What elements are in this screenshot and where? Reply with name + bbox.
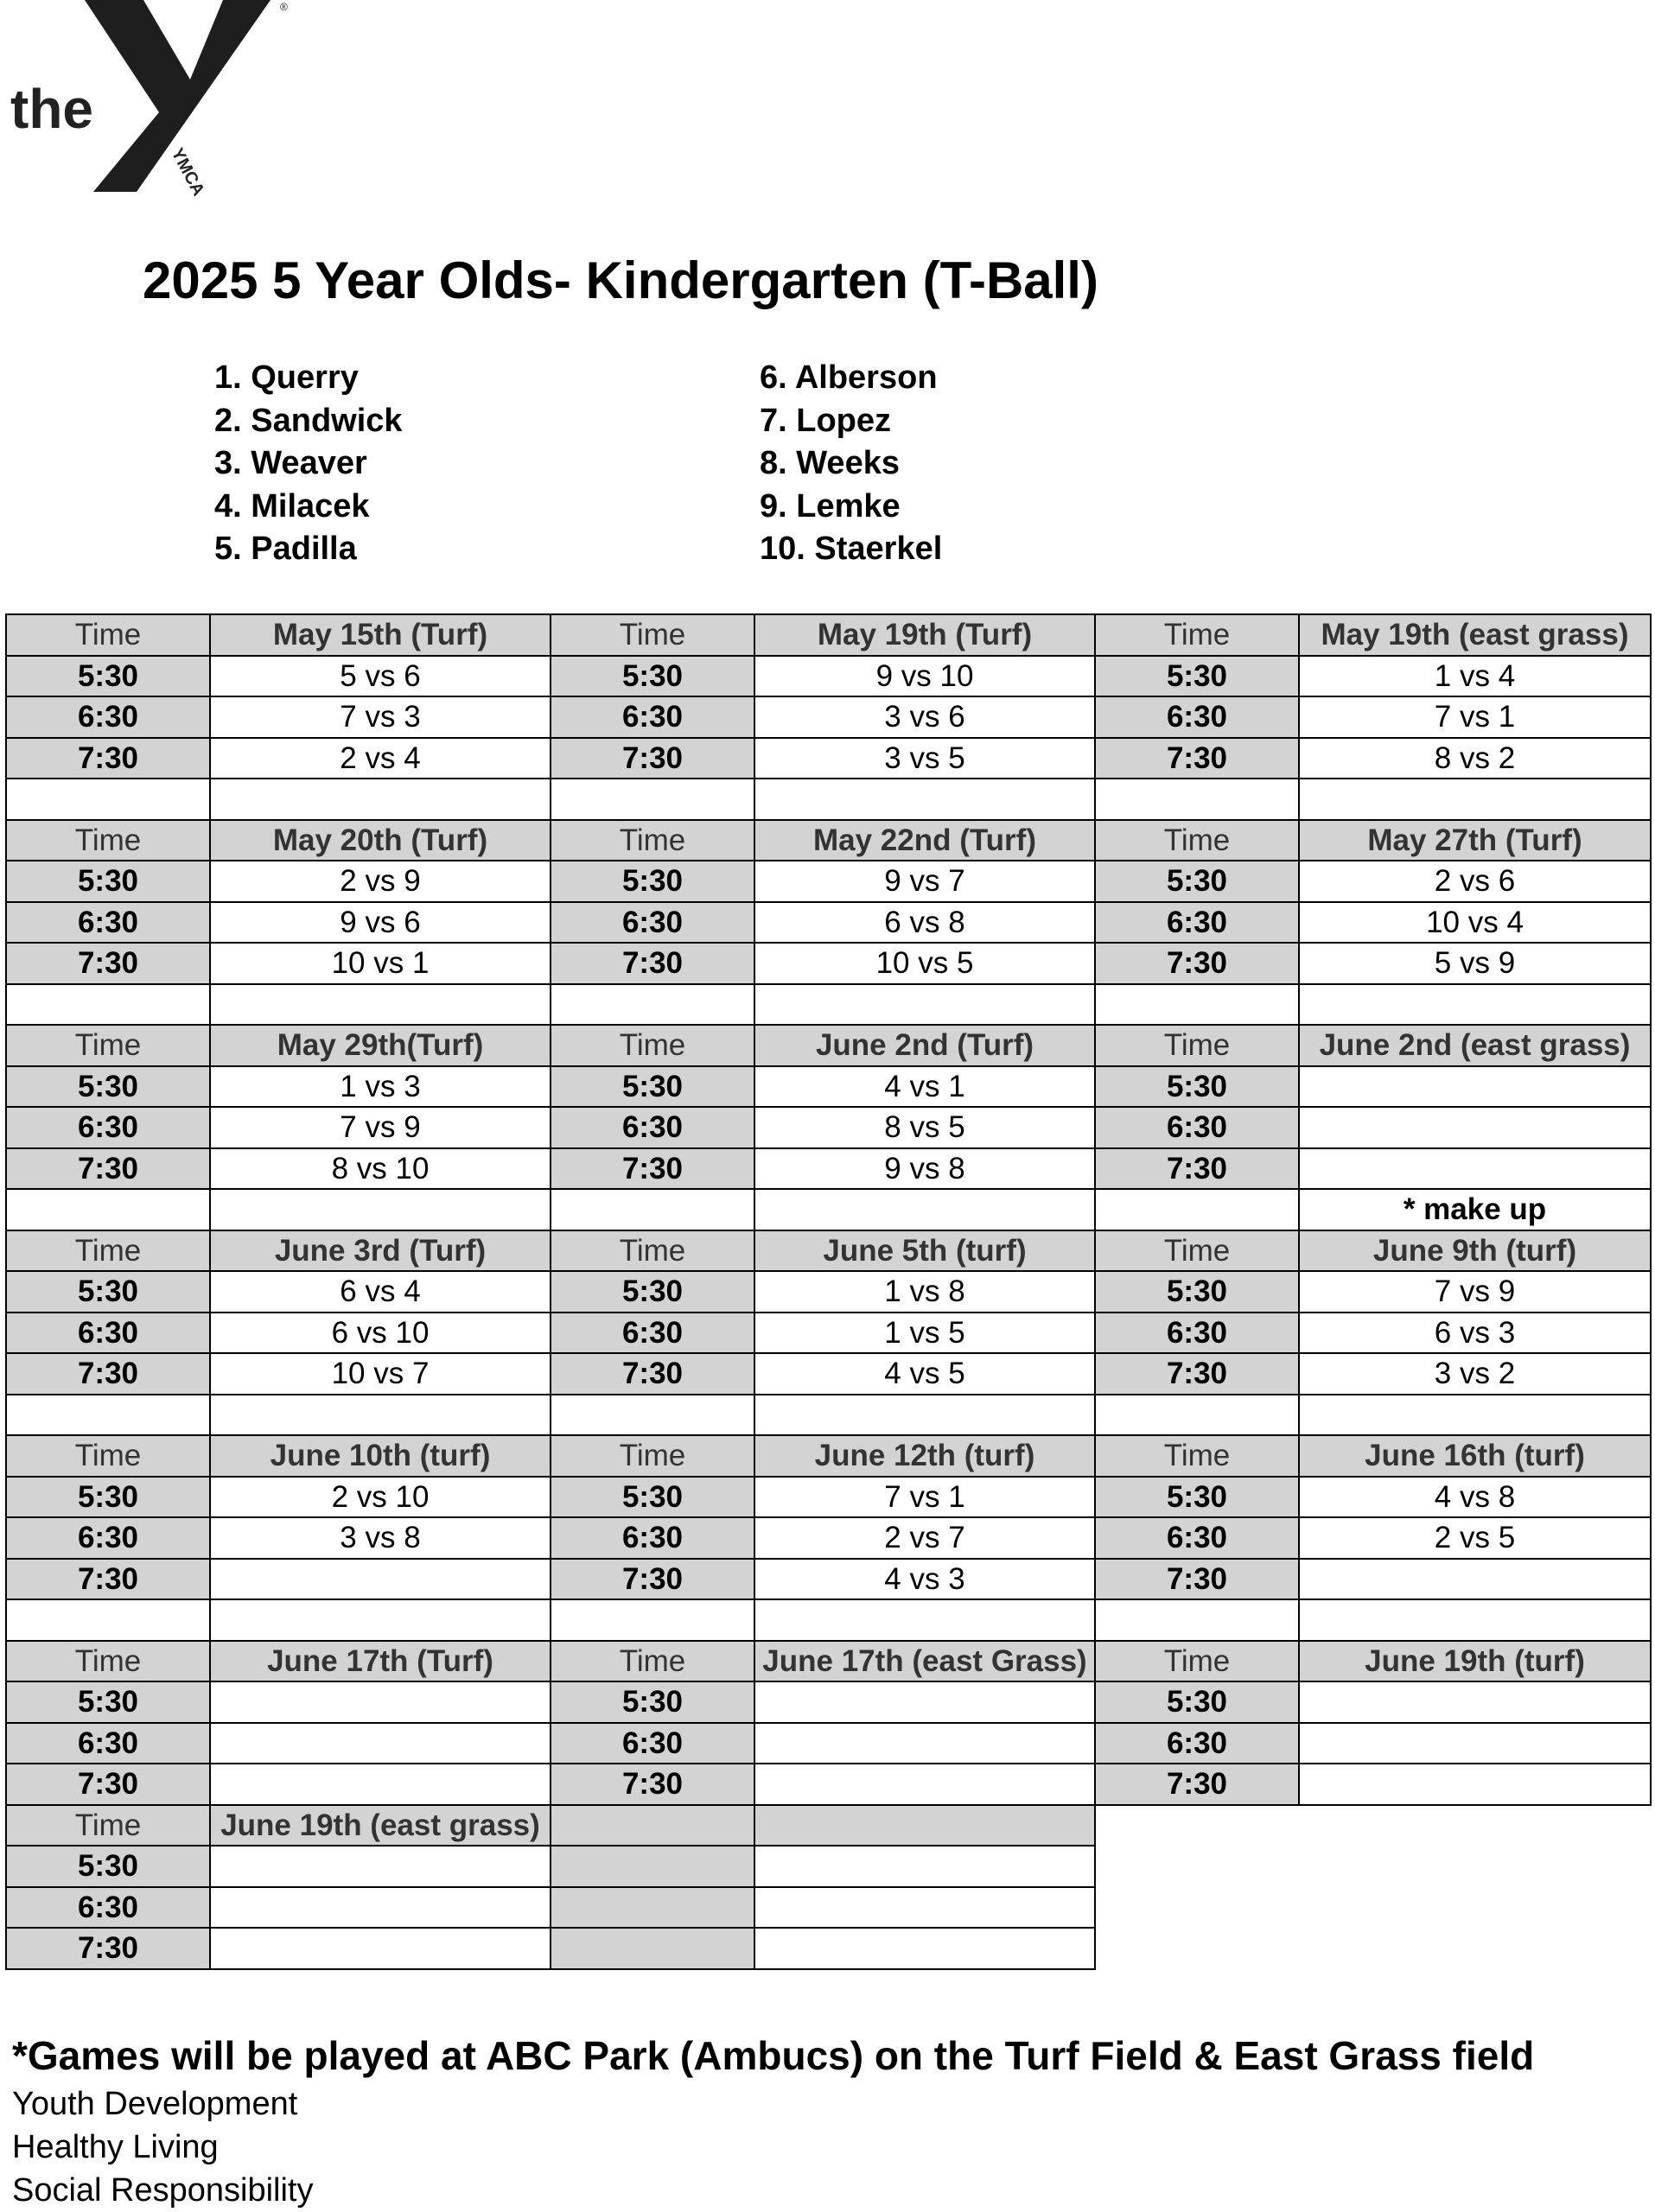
schedule-header-row xyxy=(6,820,1651,861)
empty-cell xyxy=(754,1599,1095,1641)
game-date-header: June 10th (turf) xyxy=(210,1435,551,1477)
logo-the-text: the xyxy=(10,78,93,140)
time-slot-row xyxy=(6,738,1651,779)
game-date-header: May 19th (east grass) xyxy=(1299,614,1651,656)
time-column-header: Time xyxy=(6,614,210,656)
time-slot-row xyxy=(6,1723,1651,1764)
time-column-header: Time xyxy=(551,1641,754,1682)
empty-cell xyxy=(754,1805,1095,1847)
time-slot: 6:30 xyxy=(551,696,754,738)
game-matchup: 2 vs 10 xyxy=(210,1477,551,1518)
game-matchup: 1 vs 8 xyxy=(754,1271,1095,1313)
team-name: 7. Lopez xyxy=(760,402,892,439)
empty-cell xyxy=(1299,1887,1651,1929)
time-slot-row xyxy=(6,1887,1651,1929)
time-slot: 7:30 xyxy=(551,1148,754,1190)
game-matchup: 7 vs 1 xyxy=(754,1477,1095,1518)
ymca-values-list xyxy=(12,2082,314,2212)
empty-cell xyxy=(754,1395,1095,1436)
time-slot: 7:30 xyxy=(6,1559,210,1600)
spacer-row xyxy=(6,1189,1651,1230)
time-column-header: Time xyxy=(1095,1230,1299,1272)
game-date-header: June 9th (turf) xyxy=(1299,1230,1651,1272)
empty-cell xyxy=(1095,984,1299,1026)
time-slot: 6:30 xyxy=(551,1313,754,1354)
game-matchup: 10 vs 1 xyxy=(210,943,551,984)
time-column-header: Time xyxy=(6,820,210,861)
game-matchup: 4 vs 5 xyxy=(754,1353,1095,1395)
empty-cell xyxy=(1095,1189,1299,1230)
empty-cell xyxy=(1299,1599,1651,1641)
game-matchup: 2 vs 9 xyxy=(210,861,551,902)
time-column-header: Time xyxy=(1095,1435,1299,1477)
team-name: 9. Lemke xyxy=(760,487,901,524)
game-matchup xyxy=(1299,1681,1651,1723)
game-matchup xyxy=(1299,1107,1651,1148)
game-matchup xyxy=(1299,1723,1651,1764)
game-date-header: June 19th (turf) xyxy=(1299,1641,1651,1682)
empty-cell xyxy=(551,1599,754,1641)
game-matchup: 7 vs 1 xyxy=(1299,696,1651,738)
empty-cell xyxy=(6,1395,210,1436)
time-slot: 7:30 xyxy=(6,1928,210,1969)
game-matchup xyxy=(210,1723,551,1764)
game-matchup xyxy=(210,1928,551,1969)
empty-cell xyxy=(754,984,1095,1026)
time-slot: 6:30 xyxy=(6,1517,210,1559)
team-list-right xyxy=(760,357,942,571)
time-column-header: Time xyxy=(551,1025,754,1066)
time-column-header: Time xyxy=(6,1025,210,1066)
empty-cell xyxy=(551,1846,754,1887)
empty-cell xyxy=(6,1599,210,1641)
time-slot: 6:30 xyxy=(6,1723,210,1764)
time-slot: 6:30 xyxy=(1095,1723,1299,1764)
game-matchup: 3 vs 2 xyxy=(1299,1353,1651,1395)
game-matchup: 4 vs 3 xyxy=(754,1559,1095,1600)
game-matchup xyxy=(754,1764,1095,1805)
time-slot: 5:30 xyxy=(6,656,210,697)
empty-cell xyxy=(754,1846,1095,1887)
empty-cell xyxy=(210,1599,551,1641)
time-slot: 5:30 xyxy=(6,861,210,902)
makeup-note: * make up xyxy=(1299,1189,1651,1230)
time-slot-row xyxy=(6,1681,1651,1723)
time-slot-row xyxy=(6,861,1651,902)
time-column-header: Time xyxy=(551,1435,754,1477)
schedule-header-row xyxy=(6,1025,1651,1066)
time-slot: 7:30 xyxy=(6,943,210,984)
game-matchup: 6 vs 8 xyxy=(754,902,1095,944)
empty-cell xyxy=(1299,779,1651,820)
game-matchup: 8 vs 2 xyxy=(1299,738,1651,779)
game-matchup xyxy=(1299,1559,1651,1600)
game-date-header: June 2nd (east grass) xyxy=(1299,1025,1651,1066)
team-name: 10. Staerkel xyxy=(760,531,943,567)
game-matchup: 6 vs 10 xyxy=(210,1313,551,1354)
time-column-header: Time xyxy=(6,1805,210,1847)
game-matchup: 1 vs 4 xyxy=(1299,656,1651,697)
spacer-row xyxy=(6,1395,1651,1436)
time-slot-row xyxy=(6,1353,1651,1395)
time-slot: 6:30 xyxy=(1095,902,1299,944)
time-slot-row xyxy=(6,943,1651,984)
game-matchup: 9 vs 10 xyxy=(754,656,1095,697)
time-slot: 5:30 xyxy=(551,1271,754,1313)
game-date-header: June 17th (east Grass) xyxy=(754,1641,1095,1682)
empty-cell xyxy=(1095,1928,1299,1969)
time-slot-row xyxy=(6,1764,1651,1805)
game-date-header: May 29th(Turf) xyxy=(210,1025,551,1066)
schedule-header-row xyxy=(6,1641,1651,1682)
time-slot: 5:30 xyxy=(1095,1271,1299,1313)
game-date-header: May 22nd (Turf) xyxy=(754,820,1095,861)
time-slot: 7:30 xyxy=(551,1764,754,1805)
time-column-header: Time xyxy=(551,1230,754,1272)
time-slot: 5:30 xyxy=(6,1477,210,1518)
empty-cell xyxy=(6,1189,210,1230)
game-matchup: 7 vs 9 xyxy=(210,1107,551,1148)
time-slot: 5:30 xyxy=(551,1477,754,1518)
game-matchup: 5 vs 9 xyxy=(1299,943,1651,984)
game-date-header: May 19th (Turf) xyxy=(754,614,1095,656)
time-slot: 7:30 xyxy=(1095,1559,1299,1600)
time-column-header: Time xyxy=(1095,1025,1299,1066)
location-note: *Games will be played at ABC Park (Ambucs) on the Turf Field & East Grass field xyxy=(12,2033,1535,2078)
game-matchup: 3 vs 6 xyxy=(754,696,1095,738)
time-slot: 5:30 xyxy=(6,1681,210,1723)
schedule-header-row xyxy=(6,1435,1651,1477)
empty-cell xyxy=(1299,1928,1651,1969)
time-slot-row xyxy=(6,1066,1651,1108)
time-column-header: Time xyxy=(6,1435,210,1477)
time-slot: 5:30 xyxy=(1095,1066,1299,1108)
game-matchup: 3 vs 8 xyxy=(210,1517,551,1559)
game-matchup: 8 vs 5 xyxy=(754,1107,1095,1148)
time-slot-row xyxy=(6,656,1651,697)
time-slot: 7:30 xyxy=(1095,738,1299,779)
time-slot: 5:30 xyxy=(6,1846,210,1887)
game-matchup: 2 vs 4 xyxy=(210,738,551,779)
spacer-row xyxy=(6,1599,1651,1641)
empty-cell xyxy=(551,1805,754,1847)
game-matchup: 7 vs 3 xyxy=(210,696,551,738)
empty-cell xyxy=(551,779,754,820)
game-matchup xyxy=(210,1764,551,1805)
time-slot: 7:30 xyxy=(6,1764,210,1805)
time-slot: 7:30 xyxy=(1095,943,1299,984)
game-matchup: 1 vs 5 xyxy=(754,1313,1095,1354)
time-slot: 7:30 xyxy=(1095,1148,1299,1190)
time-column-header: Time xyxy=(1095,820,1299,861)
empty-cell xyxy=(551,984,754,1026)
time-slot: 6:30 xyxy=(1095,1107,1299,1148)
ymca-logo xyxy=(7,0,292,199)
game-matchup: 6 vs 3 xyxy=(1299,1313,1651,1354)
time-slot-row xyxy=(6,1517,1651,1559)
time-slot-row xyxy=(6,1313,1651,1354)
empty-cell xyxy=(1095,1846,1299,1887)
time-slot-row xyxy=(6,902,1651,944)
game-matchup: 5 vs 6 xyxy=(210,656,551,697)
time-slot: 5:30 xyxy=(1095,656,1299,697)
page-title: 2025 5 Year Olds- Kindergarten (T-Ball) xyxy=(143,251,1098,309)
time-slot: 5:30 xyxy=(551,1681,754,1723)
game-matchup: 9 vs 6 xyxy=(210,902,551,944)
time-slot: 7:30 xyxy=(6,1148,210,1190)
game-matchup: 10 vs 4 xyxy=(1299,902,1651,944)
game-matchup: 6 vs 4 xyxy=(210,1271,551,1313)
game-matchup xyxy=(1299,1066,1651,1108)
game-date-header: June 16th (turf) xyxy=(1299,1435,1651,1477)
game-matchup xyxy=(754,1723,1095,1764)
game-matchup: 2 vs 7 xyxy=(754,1517,1095,1559)
team-name: 4. Milacek xyxy=(214,487,370,524)
time-column-header: Time xyxy=(551,614,754,656)
game-matchup: 8 vs 10 xyxy=(210,1148,551,1190)
game-date-header: June 12th (turf) xyxy=(754,1435,1095,1477)
game-matchup xyxy=(754,1681,1095,1723)
time-slot: 6:30 xyxy=(6,1313,210,1354)
empty-cell xyxy=(1095,1395,1299,1436)
game-date-header: June 5th (turf) xyxy=(754,1230,1095,1272)
game-date-header: June 2nd (Turf) xyxy=(754,1025,1095,1066)
time-slot-row xyxy=(6,1559,1651,1600)
time-column-header: Time xyxy=(551,820,754,861)
empty-cell xyxy=(1095,1805,1299,1847)
game-matchup: 4 vs 8 xyxy=(1299,1477,1651,1518)
game-date-header: June 17th (Turf) xyxy=(210,1641,551,1682)
empty-cell xyxy=(754,1887,1095,1929)
game-matchup xyxy=(210,1559,551,1600)
team-list-left xyxy=(214,357,403,571)
empty-cell xyxy=(1095,779,1299,820)
game-matchup xyxy=(1299,1764,1651,1805)
schedule-table xyxy=(5,613,1652,1970)
empty-cell xyxy=(1299,1395,1651,1436)
time-column-header: Time xyxy=(6,1641,210,1682)
time-slot: 6:30 xyxy=(551,1107,754,1148)
game-matchup: 1 vs 3 xyxy=(210,1066,551,1108)
time-slot: 5:30 xyxy=(6,1271,210,1313)
time-slot-row xyxy=(6,1107,1651,1148)
time-column-header: Time xyxy=(1095,1641,1299,1682)
empty-cell xyxy=(210,984,551,1026)
time-column-header: Time xyxy=(1095,614,1299,656)
team-name: 5. Padilla xyxy=(214,531,357,567)
logo-ymca-text: YMCA xyxy=(167,145,208,199)
game-matchup xyxy=(210,1681,551,1723)
schedule-header-row xyxy=(6,614,1651,656)
game-matchup: 10 vs 5 xyxy=(754,943,1095,984)
time-slot-row xyxy=(6,1271,1651,1313)
game-matchup: 2 vs 6 xyxy=(1299,861,1651,902)
game-matchup xyxy=(1299,1148,1651,1190)
time-column-header: Time xyxy=(6,1230,210,1272)
game-matchup: 9 vs 7 xyxy=(754,861,1095,902)
time-slot: 6:30 xyxy=(6,696,210,738)
team-name: 1. Querry xyxy=(214,359,359,396)
game-matchup: 4 vs 1 xyxy=(754,1066,1095,1108)
value-item: Social Responsibility xyxy=(12,2172,314,2209)
game-matchup xyxy=(210,1887,551,1929)
empty-cell xyxy=(1299,1846,1651,1887)
team-name: 6. Alberson xyxy=(760,359,938,396)
empty-cell xyxy=(1095,1599,1299,1641)
time-slot: 7:30 xyxy=(1095,1353,1299,1395)
time-slot-row xyxy=(6,1477,1651,1518)
spacer-row xyxy=(6,779,1651,820)
team-name: 3. Weaver xyxy=(214,445,367,481)
time-slot: 6:30 xyxy=(6,1887,210,1929)
game-date-header: June 19th (east grass) xyxy=(210,1805,551,1847)
game-date-header: May 27th (Turf) xyxy=(1299,820,1651,861)
time-slot: 7:30 xyxy=(551,738,754,779)
game-date-header: June 3rd (Turf) xyxy=(210,1230,551,1272)
time-slot: 6:30 xyxy=(6,902,210,944)
empty-cell xyxy=(754,1189,1095,1230)
schedule-header-row xyxy=(6,1230,1651,1272)
schedule-header-row xyxy=(6,1805,1651,1847)
empty-cell xyxy=(1299,1805,1651,1847)
time-slot: 6:30 xyxy=(551,902,754,944)
time-slot-row xyxy=(6,1846,1651,1887)
time-slot: 6:30 xyxy=(551,1517,754,1559)
time-slot: 5:30 xyxy=(1095,861,1299,902)
game-matchup: 10 vs 7 xyxy=(210,1353,551,1395)
empty-cell xyxy=(551,1887,754,1929)
empty-cell xyxy=(754,1928,1095,1969)
time-slot-row xyxy=(6,1928,1651,1969)
time-slot: 6:30 xyxy=(1095,1517,1299,1559)
time-slot: 5:30 xyxy=(551,656,754,697)
value-item: Youth Development xyxy=(12,2086,298,2122)
time-slot: 7:30 xyxy=(551,1559,754,1600)
time-slot: 7:30 xyxy=(6,1353,210,1395)
empty-cell xyxy=(754,779,1095,820)
game-date-header: May 15th (Turf) xyxy=(210,614,551,656)
empty-cell xyxy=(551,1189,754,1230)
spacer-row xyxy=(6,984,1651,1026)
value-item: Healthy Living xyxy=(12,2129,219,2165)
game-matchup: 3 vs 5 xyxy=(754,738,1095,779)
time-slot-row xyxy=(6,1148,1651,1190)
time-slot-row xyxy=(6,696,1651,738)
time-slot: 7:30 xyxy=(1095,1764,1299,1805)
logo-registered-mark: ® xyxy=(280,1,288,13)
empty-cell xyxy=(551,1395,754,1436)
team-name: 2. Sandwick xyxy=(214,402,403,439)
empty-cell xyxy=(551,1928,754,1969)
empty-cell xyxy=(210,779,551,820)
time-slot: 7:30 xyxy=(551,943,754,984)
time-slot: 7:30 xyxy=(551,1353,754,1395)
game-matchup: 7 vs 9 xyxy=(1299,1271,1651,1313)
game-matchup: 2 vs 5 xyxy=(1299,1517,1651,1559)
time-slot: 6:30 xyxy=(1095,1313,1299,1354)
time-slot: 6:30 xyxy=(1095,696,1299,738)
empty-cell xyxy=(1095,1887,1299,1929)
game-date-header: May 20th (Turf) xyxy=(210,820,551,861)
time-slot: 5:30 xyxy=(6,1066,210,1108)
game-matchup: 9 vs 8 xyxy=(754,1148,1095,1190)
team-name: 8. Weeks xyxy=(760,445,900,481)
empty-cell xyxy=(210,1395,551,1436)
empty-cell xyxy=(6,984,210,1026)
time-slot: 5:30 xyxy=(551,861,754,902)
empty-cell xyxy=(6,779,210,820)
empty-cell xyxy=(210,1189,551,1230)
time-slot: 5:30 xyxy=(1095,1477,1299,1518)
time-slot: 5:30 xyxy=(1095,1681,1299,1723)
time-slot: 6:30 xyxy=(551,1723,754,1764)
game-matchup xyxy=(210,1846,551,1887)
time-slot: 7:30 xyxy=(6,738,210,779)
time-slot: 6:30 xyxy=(6,1107,210,1148)
empty-cell xyxy=(1299,984,1651,1026)
time-slot: 5:30 xyxy=(551,1066,754,1108)
